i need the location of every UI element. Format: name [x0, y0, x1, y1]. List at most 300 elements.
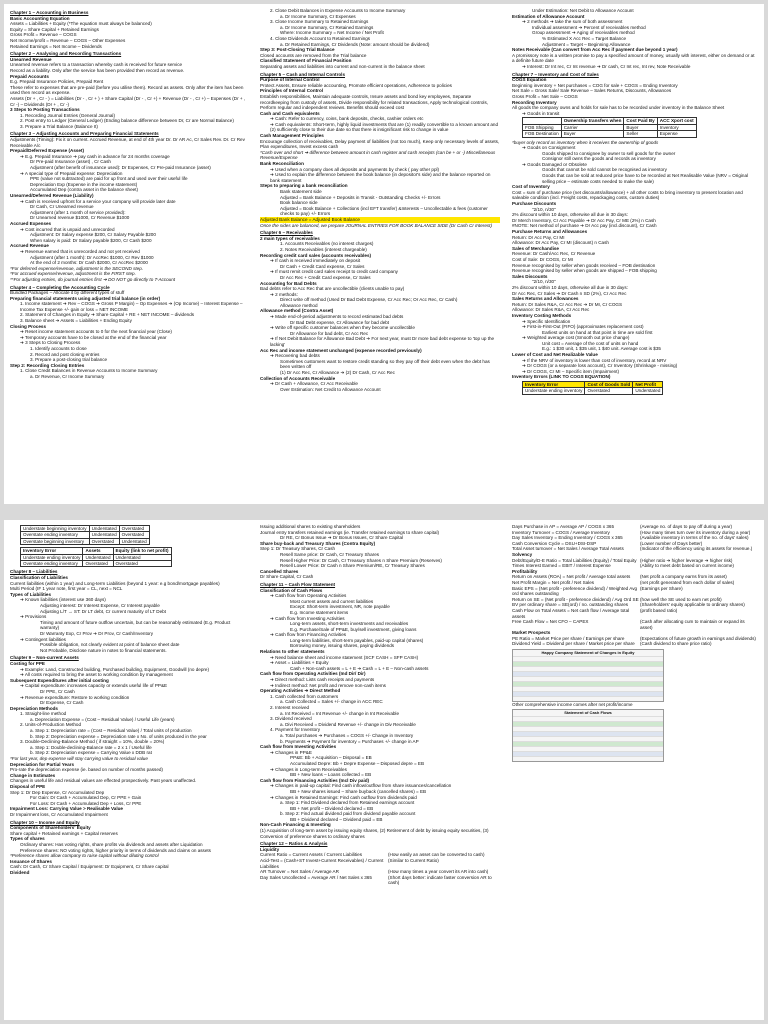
section-heading: Classification of Cash Flows	[260, 587, 323, 593]
bullet-item: ➔ Used to explain the difference between the book balance (in depositor's side) and the balance reported on bank statement	[270, 172, 491, 183]
ratio-formula: Debt/Equity/D-E Ratio = Total Liabilities (Equity) / Total Equity	[512, 557, 637, 563]
paragraph: Bundled Packages – Allocate it by different types of stuff	[10, 290, 125, 296]
sub-bullet-item: a. Dr Retained Earnings, Cr Dividends (Note: amount should be dividend)	[280, 41, 430, 47]
sub-bullet-item: For Loss: Dr Cash + Accumulated Dep + Loss, Cr PPE	[30, 800, 142, 806]
bullet-item: 1. Income statement ➔ Rev – COGS ➔ Gross P Margin) – Op Expenses ➔ (Op Income) – Interest Expense – Income Tax Expense +/- gain or loss = NET INCOME	[20, 301, 243, 312]
paragraph: (1) Acquisition of long-term asset by issuing equity shares, (2) Retirement of debt by issuing equity securities, (3) Conversion of preference shares to ordinary shares	[260, 828, 489, 839]
ratio-formula: Days Purchase in AP = Average AP / COGS x 365	[512, 524, 615, 529]
ratio-note: (net profit generated from each dollar of sales)	[640, 579, 735, 585]
section-heading: Issuance of Shares	[10, 858, 52, 864]
ratio-formula: Current Ratio = Current Assets / Current Liabilities	[260, 852, 362, 858]
section-heading: Liquidity	[260, 846, 280, 852]
paragraph: Assets = Liabilities + Equity (*The equation must always be balanced)	[10, 21, 152, 27]
ratio-formula: Cash Conversion Cycle = DSU+DSI-DSP	[512, 540, 597, 546]
sub-bullet-item: 1. Identify accounts to close	[30, 346, 87, 352]
highlighted-text: Adjusted Bank Balance = Adjusted Book Balance	[260, 217, 500, 223]
section-heading: Accrued Expenses	[10, 220, 52, 226]
section-heading: Acc Rec and income statement unchanged (expense recorded previously)	[260, 347, 422, 353]
paragraph: Equity = Share Capital + Retained Earnings	[10, 26, 99, 32]
bullet-item: ➔ Weighted average cost (Smooth out price change)	[522, 335, 630, 341]
bullet-item: ➔ Specific Identification	[522, 318, 571, 324]
paragraph: Net Sale = Gross Sale/ Sale Revenue – Sales Returns, Discounts, Allowances	[512, 88, 672, 94]
table-row	[523, 388, 663, 394]
ratio-row	[512, 608, 758, 619]
paragraph: All goods the company owns and holds for sale has to be recorded under inventory in the Balance Sheet	[512, 105, 725, 111]
paragraph: Dr Merch Inventory, Cr Acc Payable ➔ Dr Acc Pay, Cr ME (2%) n Cash	[512, 217, 656, 223]
section-heading: Step 3: Post-Closing Trial Balance	[260, 47, 335, 53]
sub-bullet-item: Sometimes customers want to restore credit standing so they pay off their debt even when the debt has been written off	[280, 358, 490, 370]
bullet-item: ➔ Indirect method: Net profit and remove non-cash items	[270, 682, 386, 688]
bullet-item: ➔ Cost incurred that is unpaid and unrecorded	[20, 226, 115, 232]
bullet-item: ➔ Made end-of-period adjustments to record estimated bad debts	[270, 314, 404, 320]
sub-bullet-item: Adjustment (after benefit of insurance used): Dr Expenses, Cr Pre-paid Insurance (asset)	[30, 165, 211, 171]
bullet-item: 1. Recording Journal Entries (General Journal)	[20, 112, 115, 118]
bullet-item: ➔ Contingent liabilities	[20, 636, 66, 642]
document-page-1	[4, 4, 764, 504]
ratio-row	[512, 586, 758, 597]
sub-sub-bullet-item: BB + New shares issued – Share buyback (cancelled shares) = EB	[290, 788, 427, 794]
table-cell: Understated	[119, 538, 149, 544]
sub-bullet-item: For Gain: Dr Cash + Accumulated Dep, Cr PPE + Gain	[30, 795, 142, 801]
table-row	[523, 131, 697, 137]
sub-sub-bullet-item: Accumulated Depre: Bb + Depre Expense – Disposed depre = EB	[290, 760, 425, 766]
section-heading: Depreciation for Partial Years	[10, 761, 75, 767]
table-row	[21, 538, 150, 544]
sub-bullet-item: 2. Record and post closing entries	[30, 351, 100, 357]
table-cell: FOB Destination	[523, 131, 562, 137]
table-cell: Buyer	[561, 131, 624, 137]
ratio-note: (Net profit a company earns from its asset)	[640, 574, 727, 580]
section-heading: Purchase Returns and Allowances	[512, 229, 588, 234]
embedded-statement-image	[512, 709, 664, 762]
sub-sub-bullet-item: % Estimated X Acc Rec = Target Balance	[542, 35, 627, 41]
sub-bullet-item: Dr RE, Cr Bonus Issue ➔ Dr Bonus Issues, Cr Share Capital	[280, 535, 404, 541]
table-header-cell: Assets	[83, 548, 113, 554]
sub-sub-bullet-item: PP&E: Bb + Acquisition – Disposal = EB	[290, 755, 372, 761]
table-cell: Understate beginning inventory	[21, 526, 90, 532]
note-text: Once the sides are balanced, we prepare JOURNAL ENTRIES FOR BOOK BALANCE SIDE (Dr Cash Cr Interest)	[260, 222, 492, 228]
sub-sub-bullet-item: BB + Net profit – Dividend declared = EB	[290, 805, 374, 811]
paragraph: Encourage collection of receivables, Delay payment of liabilities (not too much), Keep only necessary levels of assets, Plan expenditures, Invest excess cash	[260, 138, 500, 150]
note-text: **For adjusting entries, do journal entries first ➔ DO NOT go directly to T-Account	[10, 276, 176, 282]
section-heading: Step 2: Recording Closing Entries	[10, 362, 85, 368]
paragraph: Other comprehensive income comes after net profit/income	[512, 701, 633, 707]
bullet-item: 3. Balance sheet ➔ Assets = Liabilities + Ending Equity	[20, 318, 132, 324]
section-heading: Prepaid/Deferred Expense (Asset)	[10, 148, 85, 154]
chapter-heading: Chapter 7 – Inventory and Cost of Sales	[512, 71, 599, 77]
section-heading: Sales of Merchandise	[512, 245, 559, 251]
sub-bullet-item: a. Dr Revenue, Cr Income Summary	[30, 374, 105, 379]
bullet-item: ➔ Changes in PP&E	[270, 749, 312, 755]
section-heading: Depreciation Methods	[10, 705, 58, 711]
table-header-cell: ACC Xport cost	[657, 118, 696, 124]
ratio-note: (profit based ratio)	[640, 607, 678, 613]
sub-bullet-item: Resell Higher Price: Dr Cash, Cr Treasury Shares n Share Premium (Reserves)	[280, 557, 442, 563]
table-cell: Understated	[633, 388, 663, 394]
bullet-item: ➔ Cash flow from Operating Activities	[270, 593, 347, 599]
bullet-item: ➔ Asset = Liabilities + Equity	[270, 660, 329, 666]
bullet-item: Preference shares: NO voting rights, higher priority in terms of dividends and claims on assets	[20, 847, 211, 853]
bullet-item: ➔ A special type of Prepaid expense: Depreciation	[20, 170, 123, 176]
note-text: *Cash over and short ➔ difference between amount in cash register and cash receipts (can be + or -) Miscellaneous Revenue/Expense	[260, 149, 496, 161]
page2-column-2	[260, 524, 500, 886]
paragraph: Bad debts refer to Acc Rec that are uncollectible (clients unable to pay)	[260, 286, 405, 292]
sub-bullet-item: Direct write off method (Used Dr Bad Debt Expense, Cr Acc Rec; Or Acc Rec, Cr Cash)	[280, 297, 458, 303]
sub-bullet-item: a. Step 1: Find Dividend declared from Retained earnings account	[280, 800, 415, 806]
table-cell: Understated	[89, 532, 119, 538]
ratio-row	[512, 619, 758, 630]
bullet-item: ➔ Dr Cash + Allowance, Cr Acc Receivable	[270, 381, 358, 387]
ratio-row	[260, 875, 500, 886]
paragraph: Current liabilities (within 1 year) and Long-term Liabilities (beyond 1 year: e.g bond/mortgage payables)	[10, 580, 220, 586]
sub-bullet-item: 3. Prepare a post-closing trial balance	[30, 357, 108, 363]
table-err2	[20, 525, 150, 545]
paragraph: Allowance: Dr Sales R&A, Cr Acc Rec	[512, 307, 590, 313]
bullet-item: ➔ First-in-First-Out (FIFO) (approximates replacement cost)	[522, 324, 644, 330]
bullet-item: 3. Double-Declining-Balance Method ( if straight = 10%, double = 20%)	[20, 739, 165, 745]
ratio-row	[512, 563, 758, 569]
section-heading: Cash flow from Financing Activities (Incl Div paid)	[260, 777, 370, 783]
sub-bullet-item: Under Estimation: Net Debit to Allowance Account	[532, 8, 634, 13]
ratio-formula: PE Ratio = Market Price per share / Earnings per share	[512, 635, 625, 641]
chapter-heading: Chapter 11 – Cash Flow Statement	[260, 581, 336, 587]
table-cell: Overstated	[585, 388, 633, 394]
bullet-item: ➔ Changes in Retained Earnings: Find cash outflow from dividends paid	[270, 794, 417, 800]
section-heading: Purchase Discounts	[512, 201, 557, 207]
bullet-item: ➔ Dr COGS (or a separate loss account), Cr Inventory (Shrinkage - missing)	[522, 363, 678, 369]
bullet-item: ➔ Capital expenditure: increases capacity or extends useful life of PP&E	[20, 683, 168, 689]
bullet-item: ➔ Provisions	[20, 614, 47, 620]
embedded-statement-image	[512, 649, 664, 702]
sub-bullet-item: Dr Cash, Cr Unearned revenue	[30, 204, 94, 210]
ratio-note: (Available inventory in terms of the no. of days' sales)	[640, 535, 749, 541]
ratio-row	[512, 641, 758, 647]
paragraph: Closed accounts are removed from the Trial balance	[260, 52, 367, 58]
bullet-item: ➔ Need balance sheet and income statement (SCF CASH = SFP CASH)	[270, 654, 419, 660]
sub-sub-bullet-item: Long-term assets, short-term investments and receivables	[290, 621, 409, 627]
bullet-item: ➔ Cash flow from Investing Activities	[270, 615, 345, 621]
ratio-row	[260, 858, 500, 869]
section-heading: Types of shares	[10, 836, 45, 842]
table-cell: FOB Shipping	[523, 124, 562, 130]
bullet-item: 2. Close Debit Balances in Expense Accounts to Income Summary	[270, 8, 406, 13]
section-heading: Types of Liabilities	[10, 591, 52, 597]
sub-bullet-item: a. Int Received = Int Revenue +/- change in Int Receivable	[280, 710, 400, 716]
table-cell: Overstated	[89, 538, 119, 544]
statement-title: Happy Company Statement of Changes in Equity	[541, 650, 635, 656]
table-cell: Overstated	[119, 526, 149, 532]
paragraph: Unearned revenue refers to a transaction whereby cash is received for future service	[10, 62, 183, 68]
bullet-item: ➔ Temporary accounts have to be closed at the end of the financial year	[20, 334, 167, 340]
paragraph: Revenue: Dr Cash/Acc Rec, Cr Revenue	[512, 251, 596, 257]
bullet-item: ➔ Used when a company does all deposits and payments by check ( pay other ppl)	[270, 166, 440, 172]
section-heading: Recording credit card sales (accounts receivables)	[260, 252, 372, 258]
bullet-item: 2. Interest received	[270, 705, 310, 710]
ratio-formula: Cash Flow on Total Assets = Net cash flow / Average total assets	[512, 607, 630, 619]
sub-sub-bullet-item: Dr Expense, Cr Cash	[40, 700, 84, 706]
section-heading: Profitability	[512, 568, 538, 574]
ratio-note: (Earnings per Share)	[640, 585, 683, 591]
ratio-note: (Similar to Current Ratio)	[388, 858, 439, 864]
paragraph: 2% discount within 10 days, otherwise all due in 30 days:	[512, 284, 628, 290]
sub-sub-bullet-item: Adjustment = Target – Beginning Allowance	[542, 41, 631, 47]
bullet-item: 4. Close Dividends Account to Retained Earnings	[270, 35, 371, 41]
table-header-cell: Inventory Error	[21, 548, 83, 554]
bullet-item: ➔ Revenue expenditure: Restore to working condition	[20, 694, 130, 700]
paragraph: Dr Share Capital, Cr Cash	[260, 574, 314, 580]
statement-line	[513, 696, 663, 701]
ratio-note: (Expectations of future growth in earnings and dividends)	[640, 635, 756, 641]
ratio-formula: Return on Assets (ROA) = Net profit / Average total assets	[512, 574, 631, 580]
table-cell: Seller	[624, 131, 657, 137]
ratio-formula: Day Sales Uncollected = Average AR / Net Sales x 365	[260, 874, 372, 880]
paragraph: Return: Dr Acc Pay, Cr MI	[512, 234, 565, 240]
ratio-formula: Basic EPS = (Net profit - preference dividend) / Weighted Avg ord shares outstanding	[512, 585, 638, 597]
sub-bullet-item: Dr Cash + Credit Card expense, Cr Sales	[280, 263, 365, 269]
chapter-heading: Chapter 3 – Adjusting Accounts and Preparing Financial Statements	[10, 131, 159, 137]
bullet-item: 3. Prepare a Trial Balance (Balance It)	[20, 123, 98, 129]
sub-bullet-item: a. Dr Income Summary, Cr Expenses	[280, 13, 356, 19]
bullet-item: ➔ Direct method: Lists cash receipts and payments	[270, 677, 375, 683]
bullet-item: ➔ 2 methods ➔ take the sum of both assessment	[522, 19, 623, 25]
ratio-formula: Net Profit Margin = Net profit / Net Sales	[512, 579, 595, 585]
sub-bullet-item: Allowance method	[280, 302, 318, 308]
bullet-item: 1. Cash collected from customers	[270, 693, 339, 699]
section-heading: Cancelled Shares	[260, 568, 299, 574]
ratio-formula: Times Interest Earned = EBIT / Interest Expense	[512, 563, 611, 569]
table-cell: Overstated	[83, 561, 113, 567]
ratio-formula: Return on SE = (Net profit - preference dividend) / Avg Ord SE	[512, 596, 639, 602]
sub-bullet-item: At the end of 2 months: Dr Cash $2000, Cr AccRec $2000	[30, 260, 148, 266]
paragraph: Separating assets and liabilities into current and non-current in the balance sheet	[260, 63, 425, 69]
table-cell: Buyer	[624, 124, 657, 130]
table-cell: Overstate ending inventory	[21, 561, 83, 567]
section-heading: Lower of Cost and Net Realizable Value	[512, 352, 598, 358]
note-text: *For accrued expense/revenue, adjustment is the FIRST step.	[10, 271, 136, 277]
section-heading: Preparing financial statements using adjusted trial balance (in order)	[10, 295, 161, 301]
table-row	[21, 561, 172, 567]
page1-column-3	[512, 8, 758, 397]
bullet-item: ➔ Write off specific customer balances when they become uncollectible	[270, 325, 415, 331]
bullet-item: ➔ If must remit credit card sales receipt to credit card company	[270, 269, 398, 275]
table-header-cell: Cost Paid By	[624, 118, 657, 124]
sub-bullet-item: a. Total purchases ➔ Purchases = COGS +/- Change in Inventory	[280, 732, 414, 738]
table-cell: Understated	[89, 526, 119, 532]
section-heading: 2 main types of receivables	[260, 235, 320, 241]
sub-sub-bullet-item: Not Probable, Disclose nature in notes to financial statements.	[40, 647, 167, 653]
sub-sub-bullet-item: Borrowing money, issuing shares, paying dividends	[290, 643, 395, 649]
paragraph: Step 1: Dr Treasury Shares, Cr Cash	[260, 546, 336, 552]
bullet-item: ➔ Dr COGS, Cr MI – Specific item (Impairment)	[522, 368, 620, 374]
section-heading: Inventory Costing Methods	[512, 312, 572, 318]
ratio-note: (Lower number of Days better)	[640, 540, 703, 546]
section-heading: Sales Returns and Allowances	[512, 296, 579, 302]
chapter-heading: Chapter 4 – Completing the Accounting Cycle	[10, 284, 110, 290]
sub-sub-bullet-item: Goods that can be sold at reduced price have to be recorded at Net Realisable Value (NRV = Original selling price – estimate costs needed to make the sale)	[542, 173, 749, 184]
chapter-heading: Chapter 10 – Income and Equity	[10, 819, 80, 825]
paragraph: Adjustments (Timing): Fix it on current. Accrued Revenue, at end of 4th year Dr. Dr AR Ac, Cr Sales Rev. Dr. Cr Rev Receivable A/c	[10, 137, 245, 148]
section-heading: Market Prospects	[512, 630, 551, 636]
section-heading: Change in Estimates	[10, 772, 56, 778]
sub-sub-bullet-item: Consignor still owns the goods and records as inventory	[542, 156, 656, 162]
paragraph: Dr Acc Rec, Cr Sales ➔ Dr Cash n SD (2%), Cr Acc Rec	[512, 290, 627, 296]
ratio-note: (Cash after allocating cum to maintain or expand its asset)	[640, 619, 745, 630]
section-heading: Classification of Liabilities	[10, 575, 68, 581]
table-cell: Expense	[657, 131, 696, 137]
section-heading: Inventory Errors (LINK TO COGS EQUATION)	[512, 374, 611, 380]
paragraph: Pro-rate the depreciation expense (ie. based on number of months passed)	[10, 767, 163, 773]
section-heading: Principles of Internal Control	[260, 88, 324, 94]
bullet-item: ➔ Changes in paid-up capital: Find cash inflow/outflow from share issuances/cancellation	[270, 783, 452, 789]
table-cell: Understated	[83, 554, 113, 560]
bullet-item: 2. Statement of Changes in Equity ➔ Share Capital + RE + NET INCOME – dividends	[20, 312, 195, 318]
ratio-note: (Ability to meet debt based on current income)	[640, 563, 734, 569]
page1-column-1	[10, 8, 248, 380]
paragraph: Gross Profit = Net Sale – COGS	[512, 93, 578, 99]
section-heading: Non-Cash Financing & Investing	[260, 822, 331, 828]
sub-bullet-item: a. Cash Collected = Sales +/- change in ACC REC	[280, 699, 383, 705]
section-heading: Cash flow from Operating Activities (Ind Dir/ Dir)	[260, 671, 366, 677]
sub-bullet-item: When salary is paid: Dr Salary payable $200, Cr Cash $200	[30, 237, 152, 243]
sub-bullet-item: Dr Acc Rec + Credit Card expense, Cr Sales	[280, 274, 371, 280]
bullet-item: ➔ Goods in transit	[522, 110, 560, 116]
table-header-cell: Net Profit	[633, 382, 663, 388]
page1-column-2	[260, 8, 500, 392]
sub-bullet-item: "2/10, n/30"	[532, 279, 556, 285]
sub-bullet-item: a. Depreciation Expense = (Cost – Residual Value) / Useful Life (years)	[30, 716, 175, 722]
ratio-note: (Higher ratio ➔ higher leverage ➔ higher risk)	[640, 557, 733, 563]
bullet-item: 2. Post entry to Ledger (General Ledger) (Ending balance difference between Dr, Cr are Normal Balance)	[20, 118, 234, 124]
table-cell: Understated	[113, 554, 171, 560]
ratio-formula: Total Asset turnover = Net Sales / Average Total Assets	[512, 546, 624, 552]
sub-bullet-item: a. Divi Received = Dividend Revenue +/- change in Div Receivable	[280, 721, 416, 727]
bullet-item: ➔ E.g. Prepaid Insurance ➔ pay cash in advance for 24 months coverage	[20, 153, 170, 159]
ratio-formula: Acid-Test = (Cash+ST Invest+Current Receivables) / Current Liabilities	[260, 858, 384, 869]
bullet-item: ➔ If the NRV of inventory is lower than cost of inventory, record at NRV	[522, 357, 667, 363]
ratio-note: (Short days better: indicate faster conversion AR to cash)	[388, 874, 492, 886]
paragraph: Record as a liability. Only after the service has been provided then record as revenue.	[10, 67, 185, 73]
ratio-formula: Inventory Turnover = COGS / Average Inventory	[512, 529, 610, 535]
paragraph: Protect Assets, Ensure reliable accounting, Promote efficient operations, Adherence to policies	[260, 82, 452, 88]
sub-sub-bullet-item: Dr PPE, Cr Cash	[40, 688, 75, 694]
ratio-formula: Free Cash Flow = Net CFO – CAPEX	[512, 619, 589, 625]
sub-bullet-item: Dr Unearned revenue $1000, Cr Revenue $1000	[30, 215, 130, 221]
chapter-heading: Chapter 6 – Receivables	[260, 230, 313, 236]
table-header-cell: Ownership transfers when	[561, 118, 624, 124]
bullet-item: 1. Close Credit Balances in Revenue Accounts to Income Summary	[20, 368, 158, 374]
sub-bullet-item: Accumulated Dep (contra asset in the balance sheet)	[30, 187, 139, 193]
table-err1	[522, 381, 663, 395]
section-heading: Bank Reconciliation	[260, 161, 304, 167]
section-heading: Basic Accounting Equation	[10, 15, 70, 21]
sub-sub-bullet-item: E.g. Purchase/Sale of PP&E, buy/sell investment, giving loans	[290, 626, 417, 632]
table-header-row	[21, 548, 172, 554]
sub-bullet-item: (1) Dr Acc Rec, Cr Allowance ➔ (2) Dr Cash, Cr Acc Rec	[280, 370, 395, 375]
bullet-item: ➔ Cash: Refer to currency, coins, bank deposits, checks, cashier orders etc	[270, 116, 424, 122]
note-text: *buyer only record as inventory when it receives the ownership of goods	[512, 139, 659, 145]
sub-bullet-item: a. Step 1: Depreciation rate = (Cost – Residual Value) / Total units of production	[30, 728, 192, 734]
ratio-note: (How many times turn over its inventory during a year)	[640, 529, 751, 535]
paragraph: Cost = sum of purchase price (net discounts/allowance) + all other costs to bring inventory to present location and saleable condition (incl. Freight costs, repackaging costs, custom duties)	[512, 189, 743, 201]
bullet-item: ➔ If Net Debit Balance for Allowance Bad Debt ➔ For next year, must Dr more bad debt expense to 'top up the lacking'	[270, 336, 495, 348]
section-heading: Accounting for Bad Debts	[260, 280, 317, 286]
page2-column-1	[10, 524, 248, 876]
section-heading: Unearned Revenue	[10, 56, 52, 62]
ratio-formula: Day Sales Inventory = Ending Inventory / COGS x 365	[512, 535, 623, 541]
section-heading: Classified Statement of Financial Position	[260, 58, 352, 64]
section-heading: Solvency	[512, 551, 533, 557]
sub-sub-bullet-item: Possible obligation, not clearly evident at point of balance sheet date	[40, 642, 180, 648]
sub-bullet-item: b. Step 2: Find actual dividend paid from dividend payable account	[280, 811, 416, 817]
paragraph: Allowance: Dr Acc Pay, Cr MI (discount) n Cash	[512, 240, 609, 246]
section-heading: Recording Inventory	[512, 99, 557, 105]
ratio-note: (Average no. of days to pay off during a year)	[640, 524, 733, 529]
section-heading: Estimation of Allowance Account	[512, 13, 585, 19]
sub-bullet-item: 2. Notes Receivables (interest chargeable)	[280, 246, 367, 252]
section-heading: Relations to other statements	[260, 649, 325, 655]
chapter-heading: Chapter 9 – Non-current Assets	[10, 655, 79, 661]
paragraph: Assets (Dr + , Cr - ) = Liabilities (Dr - , Cr + ) + Share Capital (Dr - , Cr +) + Revenue (Dr - , Cr +) – Expenses (Dr + , Cr -) – Dividends (Dr + , Cr -)	[10, 95, 246, 107]
statement-line	[513, 756, 663, 761]
page2-column-3	[512, 524, 758, 762]
sub-bullet-item: b. Payments ➔ Payment for inventory = Purchases +/- change in AP	[280, 738, 419, 744]
paragraph: Establish responsibilities, Maintain adequate controls, Insure assets and bond key employees, Separate recordkeeping from custody of assets, Divide responsibility for related transactions, Apply technological controls, Perform regular and independent reviews. Benefits should exceed cost	[260, 93, 489, 111]
ratio-note: (how well the SE used to earn net profit)	[640, 596, 722, 602]
table-header-cell: Equity (link to net profit)	[113, 548, 171, 554]
table-header-row	[523, 382, 663, 388]
table-cell: Overstate beginning inventory	[21, 538, 90, 544]
section-heading: Share buy-back and Treasury Shares (Contra Equity)	[260, 540, 376, 546]
statement-title: Statement of Cash Flows	[564, 710, 612, 716]
chapter-heading: Chapter 5 – Cash and Internal Controls	[260, 71, 346, 77]
sub-bullet-item: Adjusted = Book Balance + Collections (incl EFT transfer) &Interests – Uncollectable & fees (customer checks to pay) +/- Errors	[280, 205, 488, 217]
sub-bullet-item: Where: Income Summary = Net Income / Net Profit	[280, 30, 384, 36]
sub-sub-bullet-item: Cash + Non-cash assets = L + E ➔ Cash = L + E – Non-cash assets	[290, 665, 429, 671]
sub-sub-bullet-item: Adjusting interest: Dr Interest Expense, Cr Interest payable	[40, 603, 160, 608]
section-heading: Steps to preparing a bank reconciliation	[260, 183, 348, 189]
paragraph: Return: Dr Sales R&A, Cr Acc Rec ➔ Dr MI, Cr COGS	[512, 301, 623, 307]
table-cell: Inventory	[657, 124, 696, 130]
ratio-note: (How many times a year convert its AR into cash)	[388, 869, 489, 875]
sub-bullet-item: Adjustment (after 1 month of service provided):	[30, 209, 126, 215]
sub-sub-bullet-item: Goods shipped to consignee by owner to sell goods for the owner	[542, 150, 676, 156]
sub-sub-bullet-item: Earliest units on hand at that point in time are sold first	[542, 329, 653, 335]
bullet-item: ➔ 2 methods:	[270, 291, 298, 297]
paragraph: Multi Period (IF 1 year note, first year = CL, next = NCL	[10, 586, 123, 592]
section-heading: 3 Steps to Posting Transactions	[10, 107, 80, 113]
sub-bullet-item: Book balance side	[280, 200, 318, 206]
sub-bullet-item: 1. Accounts Receivables (no interest charges)	[280, 241, 374, 247]
sub-bullet-item: Bank statement side	[280, 189, 322, 194]
sub-bullet-item: PPE (value not subtracted) are paid for up front and used over their useful life	[30, 176, 188, 182]
bullet-item: 3. Close Income Summary to Retained Earnings	[270, 19, 369, 25]
paragraph: Step 1: Dr Dep Expense, Cr Accumulated Dep	[10, 789, 105, 795]
ratio-row	[512, 546, 758, 552]
paragraph: A promissory note is a written promise to pay a specified amount of money, usually with interest, either on demand or at a definite future date	[512, 52, 755, 64]
sub-sub-bullet-item: Except: Short-term investment, NR, note payable	[290, 604, 390, 610]
sub-bullet-item: b. Step 2: Depreciation expense = Depreciation rate x No. of units produced in the year	[30, 733, 207, 739]
bullet-item: ➔ Cash equivalents: Short-term, highly liquid investments that are (1) readily convertible to a known amount and (2) sufficiently close to their due date so that there is insignificant risk to change in value	[270, 121, 499, 133]
sub-bullet-item: "2/10, n/30"	[532, 206, 556, 212]
bullet-item: ➔ Goods Damaged or Obsolete	[522, 161, 587, 167]
sub-sub-bullet-item: Timing and amount of future outflow uncertain, but can be reasonably estimated (E.g. Product warranty)	[40, 619, 231, 631]
section-heading: Disposal of PPE	[10, 784, 46, 789]
ratio-note: (Indicator of the efficiency using its assets for revenue.)	[640, 546, 753, 552]
chapter-heading: Chapter 12 – Ratios & Analysis	[260, 841, 328, 847]
note-text: *For deferred expense/revenue, adjustment is the SECOND step.	[10, 265, 144, 271]
section-heading: Accrued Revenue	[10, 243, 49, 249]
paragraph: #NOTE: Net method of purchase ➔ Dr Acc pay (incl.discount), Cr Cash	[512, 223, 657, 229]
